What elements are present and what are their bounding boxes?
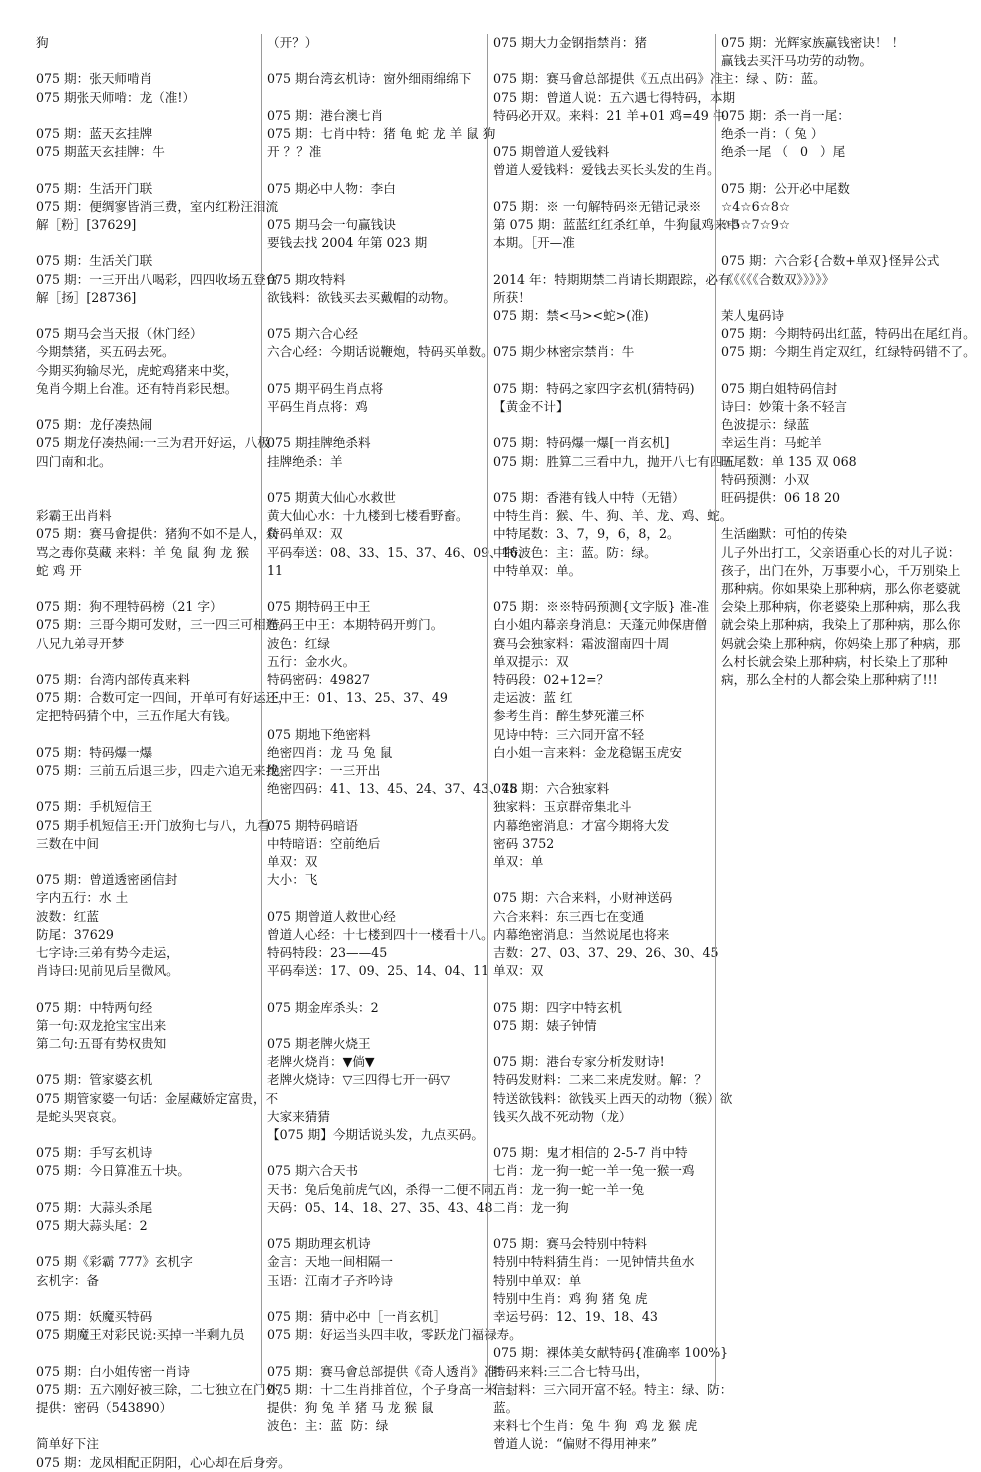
text-line: 孩子，出门在外，万事要小心，千万别染上 xyxy=(721,562,961,578)
text-line: 内幕绝密消息：当然说尾也将来 xyxy=(493,926,670,942)
text-line: 075 期：大蒜头杀尾 xyxy=(36,1199,153,1215)
blank-line xyxy=(721,234,941,252)
text-line: 狗 xyxy=(36,35,49,50)
blank-line xyxy=(721,289,941,307)
text-line: 四门南和北。 xyxy=(36,453,112,469)
text-line: 老牌火烧诗：▽三四得七开一码▽ xyxy=(267,1072,451,1088)
blank-line xyxy=(493,125,711,143)
blank-line xyxy=(721,507,941,525)
text-line: 七肖：龙一狗一蛇一羊一兔一猴一鸡 xyxy=(493,1163,695,1179)
blank-line xyxy=(267,362,483,380)
text-line: 075 期：曾道透密函信封 xyxy=(36,872,178,888)
text-line: 075 期：三哥今期可发财，三一四三可相连。 xyxy=(36,617,291,633)
text-line: 蓝。 xyxy=(493,1399,519,1415)
text-line: 075 期：※ 一句解特码※无错记录※ xyxy=(493,198,702,214)
blank-line xyxy=(493,52,711,70)
text-line: 是蛇头哭哀哀。 xyxy=(36,1108,125,1124)
text-line: 075 期《彩霸 777》玄机字 xyxy=(36,1254,193,1270)
text-line: 2014 年：特期期禁二肖请长期跟踪，必有 xyxy=(493,271,731,287)
blank-line xyxy=(267,198,483,216)
blank-line xyxy=(267,307,483,325)
text-line: 075 期：猜中必中［一肖玄机］ xyxy=(267,1308,447,1324)
text-line: 中特生肖：猴、牛、狗、羊、龙、鸡、蛇。 xyxy=(493,508,733,524)
blank-line xyxy=(267,580,483,598)
text-line: 075 期：※※特码预测{文字版} 准-准 xyxy=(493,599,710,615)
text-line: 旺尾数：单 135 双 068 xyxy=(721,453,857,469)
blank-line xyxy=(36,1053,257,1071)
blank-line xyxy=(36,580,257,598)
blank-line xyxy=(721,89,941,107)
text-line: 那种病。你如果染上那种病，那么你老婆就 xyxy=(721,581,961,596)
text-line: 075 期：鬼才相信的 2-5-7 肖中特 xyxy=(493,1145,688,1161)
text-line: 075 期：胜算二三看中九，抛开八七有四五 xyxy=(493,453,736,469)
text-line: 玄机字：备 xyxy=(36,1272,99,1288)
text-line: 绝密四肖：龙 马 兔 鼠 xyxy=(267,744,393,760)
text-line: 简单好下注 xyxy=(36,1436,99,1452)
text-line: 所获！ xyxy=(493,289,531,305)
text-line: 金言：天地一间相隔一 xyxy=(267,1254,393,1270)
text-line: 单双：双 xyxy=(267,853,318,869)
text-line: 075 期：张天师啃肖 xyxy=(36,71,153,87)
blank-line xyxy=(267,1217,483,1235)
blank-line xyxy=(36,1417,257,1435)
text-line: 075 期：香港有钱人中特（无错） xyxy=(493,489,685,505)
text-line: 波色：主：蓝 防：绿 xyxy=(267,1418,389,1434)
text-line: 特码段：02+12=？ xyxy=(493,671,610,687)
text-line: 特码单双：双 xyxy=(267,526,343,542)
blank-line xyxy=(493,1217,711,1235)
text-line: 平码奉送：17、09、25、14、04、11 xyxy=(267,963,490,979)
text-line: 075 期六合天书 xyxy=(267,1163,359,1179)
text-line: 特别中单双：单 xyxy=(493,1272,582,1288)
text-line: 色波提示：绿蓝 xyxy=(721,417,810,433)
text-line: 中特单双：单。 xyxy=(493,562,582,578)
text-line: 蛇 鸡 开 xyxy=(36,562,82,578)
blank-line xyxy=(36,471,257,489)
text-line: 075 期：婊子钟情 xyxy=(493,1017,597,1033)
text-line: 075 期：禁<马><蛇>(准) xyxy=(493,307,649,323)
blank-line xyxy=(493,762,711,780)
blank-line xyxy=(267,1090,483,1108)
text-line: 《《《《《合数双》》》》》 xyxy=(721,271,835,287)
text-line: 075 期：六合独家料 xyxy=(493,781,610,797)
text-line: ☆5☆7☆9☆ xyxy=(721,217,791,232)
text-line: 病，那么全村的人都会染上那种病了!!! xyxy=(721,672,938,688)
text-line: 绝密四字：一三开出 xyxy=(267,762,381,778)
text-line: ☆4☆6☆8☆ xyxy=(721,198,791,214)
blank-line xyxy=(36,52,257,70)
blank-line xyxy=(493,471,711,489)
text-line: 骂之毒你莫藏 来料：羊 兔 鼠 狗 龙 猴 xyxy=(36,544,249,560)
text-line: 旺码提供：06 18 20 xyxy=(721,490,841,505)
blank-line xyxy=(493,1126,711,1144)
text-line: 第 075 期：蓝蓝红红杀红单，牛狗鼠鸡来中 xyxy=(493,216,740,232)
text-line: 曾道人说：“偏财不得用神来” xyxy=(493,1436,658,1452)
text-line: 特别中生肖：鸡 狗 猪 兔 虎 xyxy=(493,1290,648,1306)
text-line: 075 期地下绝密料 xyxy=(267,726,371,742)
text-line: 075 期：赛马會总部提供《奇人透肖》准! xyxy=(267,1363,502,1379)
text-line: 绝密四码：41、13、45、24、37、43、48 xyxy=(267,781,518,797)
text-line: 解［粉］[37629] xyxy=(36,216,137,232)
text-line: 玉语：江南才子齐吟诗 xyxy=(267,1272,393,1288)
blank-line xyxy=(267,52,483,70)
text-line: 特送欲钱料：欲钱买上西天的动物（猴）欲 xyxy=(493,1090,733,1106)
text-line: 中特暗语：空前绝后 xyxy=(267,835,381,851)
text-line: 参考生肖：醉生梦死灌三杯 xyxy=(493,708,645,724)
text-line: 信封料：三六同开富不轻。特主：绿、防： xyxy=(493,1381,733,1397)
text-line: 曾道人心经：十七楼到四十一楼看十八。 xyxy=(267,926,494,942)
text-line: 天书：兔后兔前虎气凶，杀得一二便不同。 xyxy=(267,1181,507,1197)
text-line: 075 期大力金钢指禁肖：猪 xyxy=(493,35,647,50)
text-line: 五肖：龙一狗一蛇一羊一兔 xyxy=(493,1181,645,1197)
blank-line xyxy=(493,416,711,434)
text-line: 提供：密码（543890） xyxy=(36,1399,173,1415)
text-line: 075 期：裸体美女献特码{准确率 100%} xyxy=(493,1345,729,1361)
text-line: 075 期龙仔凑热闹:一三为君开好运，八极 xyxy=(36,435,270,451)
text-line: 075 期：五六刚好被三除，二七独立在门外。 xyxy=(36,1381,291,1397)
text-line: 肖诗曰:见前见后呈微风。 xyxy=(36,963,179,979)
text-line: 中特波色：主：蓝。防：绿。 xyxy=(493,544,657,560)
text-line: 075 期：龙凤相配正阴阳，心心却在后身旁。 xyxy=(36,1454,291,1470)
blank-line xyxy=(36,398,257,416)
blank-line xyxy=(267,1017,483,1035)
text-line: 【黄金不计】 xyxy=(493,398,569,414)
text-line: 075 期：曾道人说：五六遇七得特码，本期 xyxy=(493,89,736,105)
text-line: 吉数：27、03、37、29、26、30、45 xyxy=(493,944,719,960)
text-line: 075 期：妖魔买特码 xyxy=(36,1308,153,1324)
text-line: 075 期：特码爆一爆 xyxy=(36,744,153,760)
text-line: 密码 3752 xyxy=(493,835,555,851)
text-line: 第二句:五哥有势权贵知 xyxy=(36,1035,167,1051)
text-line: 中特尾数：3、7，9，6，8，2。 xyxy=(493,526,680,542)
blank-line xyxy=(267,161,483,179)
blank-line xyxy=(36,853,257,871)
text-line: 钱买久战不死动物（龙） xyxy=(493,1108,632,1124)
text-line: 八兄九弟寻开梦 xyxy=(36,635,125,651)
text-line: 内幕绝密消息：才富今期将大发 xyxy=(493,817,670,833)
text-line: 075 期：合数可定一四间，开单可有好运还， xyxy=(36,690,291,706)
text-line: 波数：红蓝 xyxy=(36,908,99,924)
text-line: 今期禁猪，买五码去死。 xyxy=(36,344,175,360)
blank-line xyxy=(493,871,711,889)
text-line: 075 期：港台澳七肖 xyxy=(267,107,384,123)
text-line: 今期买狗输尽光，虎蛇鸡猪来中奖， xyxy=(36,362,238,378)
text-line: 见诗中特：三六同开富不轻 xyxy=(493,726,645,742)
blank-line xyxy=(493,252,711,270)
text-line: 就会染上那种病，我染上了那种病，那么你 xyxy=(721,617,961,633)
text-line: 平码生肖点将：鸡 xyxy=(267,398,368,414)
blank-line xyxy=(36,307,257,325)
blank-line xyxy=(267,1344,483,1362)
text-line: 字内五行：水 土 xyxy=(36,890,129,906)
text-line: 【075 期】今期话说头发，九点买码。 xyxy=(267,1126,484,1142)
blank-line xyxy=(493,1326,711,1344)
text-line: 解［扬］[28736] xyxy=(36,289,137,305)
text-line: 单双提示：双 xyxy=(493,653,569,669)
text-line: 075 期：生活关门联 xyxy=(36,253,153,269)
text-line: 幸运号码：12、19、18、43 xyxy=(493,1308,658,1324)
blank-line xyxy=(267,89,483,107)
text-line: 075 期攻特料 xyxy=(267,271,346,287)
text-line: 075 期：生活开门联 xyxy=(36,180,153,196)
text-line: 075 期马会一句赢钱诀 xyxy=(267,216,396,232)
text-line: 走运波：蓝 红 xyxy=(493,690,573,706)
text-line: 来料七个生肖：兔 牛 狗 鸡 龙 猴 虎 xyxy=(493,1418,698,1434)
text-line: 075 期手机短信王:开门放狗七与八，九看 xyxy=(36,817,270,833)
text-line: 特码预测：小双 xyxy=(721,471,810,487)
text-line: 王中王：01、13、25、37、49 xyxy=(267,690,448,706)
text-line: 075 期：四字中特玄机 xyxy=(493,999,622,1015)
text-line: 075 期：台湾内部传真来料 xyxy=(36,671,190,687)
text-line: 天码：05、14、18、27、35、43、48 xyxy=(267,1199,493,1215)
text-line: 075 期：今期特码出红蓝，特码出在尾红肖。 xyxy=(721,326,976,342)
blank-line xyxy=(493,580,711,598)
text-line: 茉人鬼码诗 xyxy=(721,307,784,323)
blank-line xyxy=(36,1235,257,1253)
text-line: 本期。［开—准 xyxy=(493,235,575,251)
text-line: 定把特码猜个中，三五作尾大有钱。 xyxy=(36,708,238,724)
text-line: 075 期：六合来料，小财神送码 xyxy=(493,890,673,906)
text-line: 075 期少林密宗禁肖：牛 xyxy=(493,344,635,360)
text-line: 075 期：六合彩{合数+单双}怪异公式 xyxy=(721,253,940,269)
text-line: 075 期平码生肖点将 xyxy=(267,380,384,396)
text-line: 075 期助理玄机诗 xyxy=(267,1236,371,1252)
text-line: 075 期：白小姐传密一肖诗 xyxy=(36,1363,190,1379)
text-line: 075 期金库杀头：2 xyxy=(267,999,379,1015)
text-line: 儿子外出打工，父亲语重心长的对儿子说： xyxy=(721,544,961,560)
text-line: 妈就会染上那种病，你妈染上那了种病，那 xyxy=(721,635,961,651)
blank-line xyxy=(493,1035,711,1053)
text-line: 075 期：蓝天玄挂牌 xyxy=(36,125,153,141)
text-line: 075 期：管家婆玄机 xyxy=(36,1072,153,1088)
text-line: 075 期六合心经 xyxy=(267,326,359,342)
text-line: 波色：红绿 xyxy=(267,635,330,651)
text-line: 特码发财料：二来二来虎发财。解：？ xyxy=(493,1072,708,1088)
blank-line xyxy=(493,980,711,998)
text-line: 特别中特料猜生肖：一见钟情共鱼水 xyxy=(493,1254,695,1270)
text-line: 曾道人爱钱料：爱钱去买长头发的生肖。 xyxy=(493,162,720,178)
text-line: 075 期特码王中王 xyxy=(267,599,371,615)
text-line: 075 期：手机短信王 xyxy=(36,799,153,815)
text-line: 诗曰：妙策十条不轻言 xyxy=(721,398,847,414)
text-line: 075 期：今日算准五十块。 xyxy=(36,1163,190,1179)
text-line: 欲钱料：欲钱买去买戴帽的动物。 xyxy=(267,289,456,305)
text-line: 大小：飞 xyxy=(267,872,318,888)
text-line: 生活幽默：可怕的传染 xyxy=(721,526,847,542)
text-line: 075 期必中人物：李白 xyxy=(267,180,396,196)
text-line: 特码特段：23——45 xyxy=(267,944,388,960)
text-line: 075 期：港台专家分析发财诗! xyxy=(493,1054,665,1070)
blank-line xyxy=(721,161,941,179)
text-line: 075 期：杀一肖一尾： xyxy=(721,107,850,123)
text-line: 075 期：中特两句经 xyxy=(36,999,153,1015)
text-line: 会染上那种病，你老婆染上那种病，那么我 xyxy=(721,599,961,615)
text-line: 五行：金水火。 xyxy=(267,653,356,669)
column-4 xyxy=(715,34,976,1388)
text-line: 第一句:双龙抢宝宝出来 xyxy=(36,1017,167,1033)
text-line: 大家来猜猜 xyxy=(267,1108,330,1124)
text-line: 075 期：好运当头四丰收，零跃龙门福禄寿。 xyxy=(267,1327,522,1343)
blank-line xyxy=(36,1290,257,1308)
text-line: 075 期魔王对彩民说:买掉一半剩九员 xyxy=(36,1327,245,1343)
text-line: 七字诗:三弟有势今走运， xyxy=(36,944,179,960)
text-line: 075 期：龙仔凑热闹 xyxy=(36,417,153,433)
text-line: 075 期台湾玄机诗：窗外细雨绵绵下 xyxy=(267,71,472,87)
text-line: 白小姐内幕亲身消息：天蓬元帅保唐僧 xyxy=(493,617,708,633)
text-line: 六合来料：东三西七在变通 xyxy=(493,908,645,924)
text-line: 赢钱去买汗马功劳的动物。 xyxy=(721,53,873,69)
text-line: 075 期大蒜头尾：2 xyxy=(36,1217,148,1233)
blank-line xyxy=(267,1290,483,1308)
blank-line xyxy=(36,489,257,507)
text-line: 绝杀一尾 （ 0 ）尾 xyxy=(721,144,846,160)
text-line: 075 期：七肖中特：猪 龟 蛇 龙 羊 鼠 狗 xyxy=(267,125,496,141)
text-line: 白小姐一言来料：金龙稳锯玉虎安 xyxy=(493,744,682,760)
text-line: 赛马会独家料：霜波溜南四十周 xyxy=(493,635,670,651)
blank-line xyxy=(267,416,483,434)
text-line: 075 期：光辉家族赢钱密诀！ ！ xyxy=(721,35,905,50)
text-line: 老牌火烧肖：▼倘▼ xyxy=(267,1054,375,1070)
text-line: 主：绿 、防：蓝。 xyxy=(721,71,826,87)
text-line: 挂牌绝杀：羊 xyxy=(267,453,343,469)
text-line: 075 期蓝天玄挂牌：牛 xyxy=(36,144,165,160)
blank-line xyxy=(267,889,483,907)
blank-line xyxy=(36,1126,257,1144)
blank-line xyxy=(36,653,257,671)
text-line: 075 期老牌火烧王 xyxy=(267,1035,371,1051)
text-line: 平码奉送：08、33、15、37、46、09、16、 xyxy=(267,544,531,560)
blank-line xyxy=(36,1344,257,1362)
blank-line xyxy=(36,1181,257,1199)
blank-line xyxy=(36,780,257,798)
text-line: （开？） xyxy=(267,35,318,50)
text-line: 075 期：三前五后退三步，四走六追无来找。 xyxy=(36,762,291,778)
text-line: 075 期：今期生肖定双红，红绿特码错不了。 xyxy=(721,344,976,360)
text-line: 二肖：龙一狗 xyxy=(493,1199,569,1215)
text-line: 075 期黄大仙心水救世 xyxy=(267,489,396,505)
text-line: 11 xyxy=(267,562,284,578)
text-line: 075 期：公开必中尾数 xyxy=(721,180,850,196)
column-3 xyxy=(487,34,740,1452)
blank-line xyxy=(493,325,711,343)
blank-line xyxy=(267,980,483,998)
text-line: 开 ？？准 xyxy=(267,144,322,160)
text-line: 075 期马会当天报（休门经） xyxy=(36,326,203,342)
text-line: 特码必开双。来料：21 羊+01 鸡=49 牛 xyxy=(493,107,726,123)
text-line: 幸运生肖：马蛇羊 xyxy=(721,435,822,451)
blank-line xyxy=(36,980,257,998)
text-line: 075 期：特码之家四字玄机(猜特码) xyxy=(493,380,695,396)
text-line: 兔肖今期上台准。还有特肖彩民想。 xyxy=(36,380,238,396)
text-line: 提供：狗 兔 羊 猪 马 龙 猴 鼠 xyxy=(267,1399,434,1415)
text-line: 防尾：37629 xyxy=(36,926,114,942)
text-line: 独家料：玉京群帝集北斗 xyxy=(493,799,632,815)
text-line: 特码王中王：本期特码开剪门。 xyxy=(267,617,444,633)
text-line: 075 期白姐特码信封 xyxy=(721,380,838,396)
blank-line xyxy=(267,707,483,725)
blank-line xyxy=(267,1144,483,1162)
text-line: 要钱去找 2004 年第 023 期 xyxy=(267,235,428,251)
blank-line xyxy=(36,107,257,125)
blank-line xyxy=(36,726,257,744)
text-line: 075 期管家婆一句话：金屋藏娇定富贵，不 xyxy=(36,1090,279,1106)
text-line: 075 期特码暗语 xyxy=(267,817,359,833)
text-line: 075 期：赛马會总部提供《五点出码》准 xyxy=(493,71,723,87)
text-line: 么村长就会染上那种病，村长染上了那种 xyxy=(721,653,948,669)
text-line: 075 期：便绸寥皆消三费，室内红粉汪泪流 xyxy=(36,198,279,214)
blank-line xyxy=(493,362,711,380)
text-line: 075 期曾道人爱钱料 xyxy=(493,144,610,160)
text-line: 075 期：特码爆一爆[一肖玄机] xyxy=(493,435,670,451)
text-line: 075 期挂牌绝杀料 xyxy=(267,435,371,451)
text-line: 075 期：狗不理特码榜（21 字） xyxy=(36,599,223,615)
blank-line xyxy=(36,161,257,179)
blank-line xyxy=(493,180,711,198)
blank-line xyxy=(267,252,483,270)
text-line: 075 期：十二生肖排首位，个子身高一米一。 xyxy=(267,1381,522,1397)
blank-line xyxy=(267,471,483,489)
text-line: 绝杀一肖：（ 兔 ） xyxy=(721,126,824,141)
text-line: 075 期：手写玄机诗 xyxy=(36,1145,153,1161)
blank-line xyxy=(267,798,483,816)
text-line: 彩霸王出肖料 xyxy=(36,508,112,524)
text-line: 特码密码：49827 xyxy=(267,671,371,687)
text-line: 三数在中间 xyxy=(36,835,99,851)
text-line: 单双：双 xyxy=(493,963,544,979)
text-line: 075 期：赛马会特别中特料 xyxy=(493,1236,647,1252)
text-line: 075 期：赛马會提供：猪狗不如不是人，众 xyxy=(36,526,279,542)
text-line: 075 期：一三开出八喝彩，四四收场五登台 xyxy=(36,271,279,287)
blank-line xyxy=(721,362,941,380)
text-line: 黄大仙心水：十九楼到七楼看野畜。 xyxy=(267,508,469,524)
text-line: 075 期曾道人救世心经 xyxy=(267,908,396,924)
text-line: 六合心经：今期话说鞭炮，特码买单数。 xyxy=(267,344,494,360)
blank-line xyxy=(36,234,257,252)
text-line: 特码来料:三二合七特马出， xyxy=(493,1363,649,1379)
text-line: 075 期张天师啃：龙（准!） xyxy=(36,89,196,105)
text-line: 单双：单 xyxy=(493,853,544,869)
